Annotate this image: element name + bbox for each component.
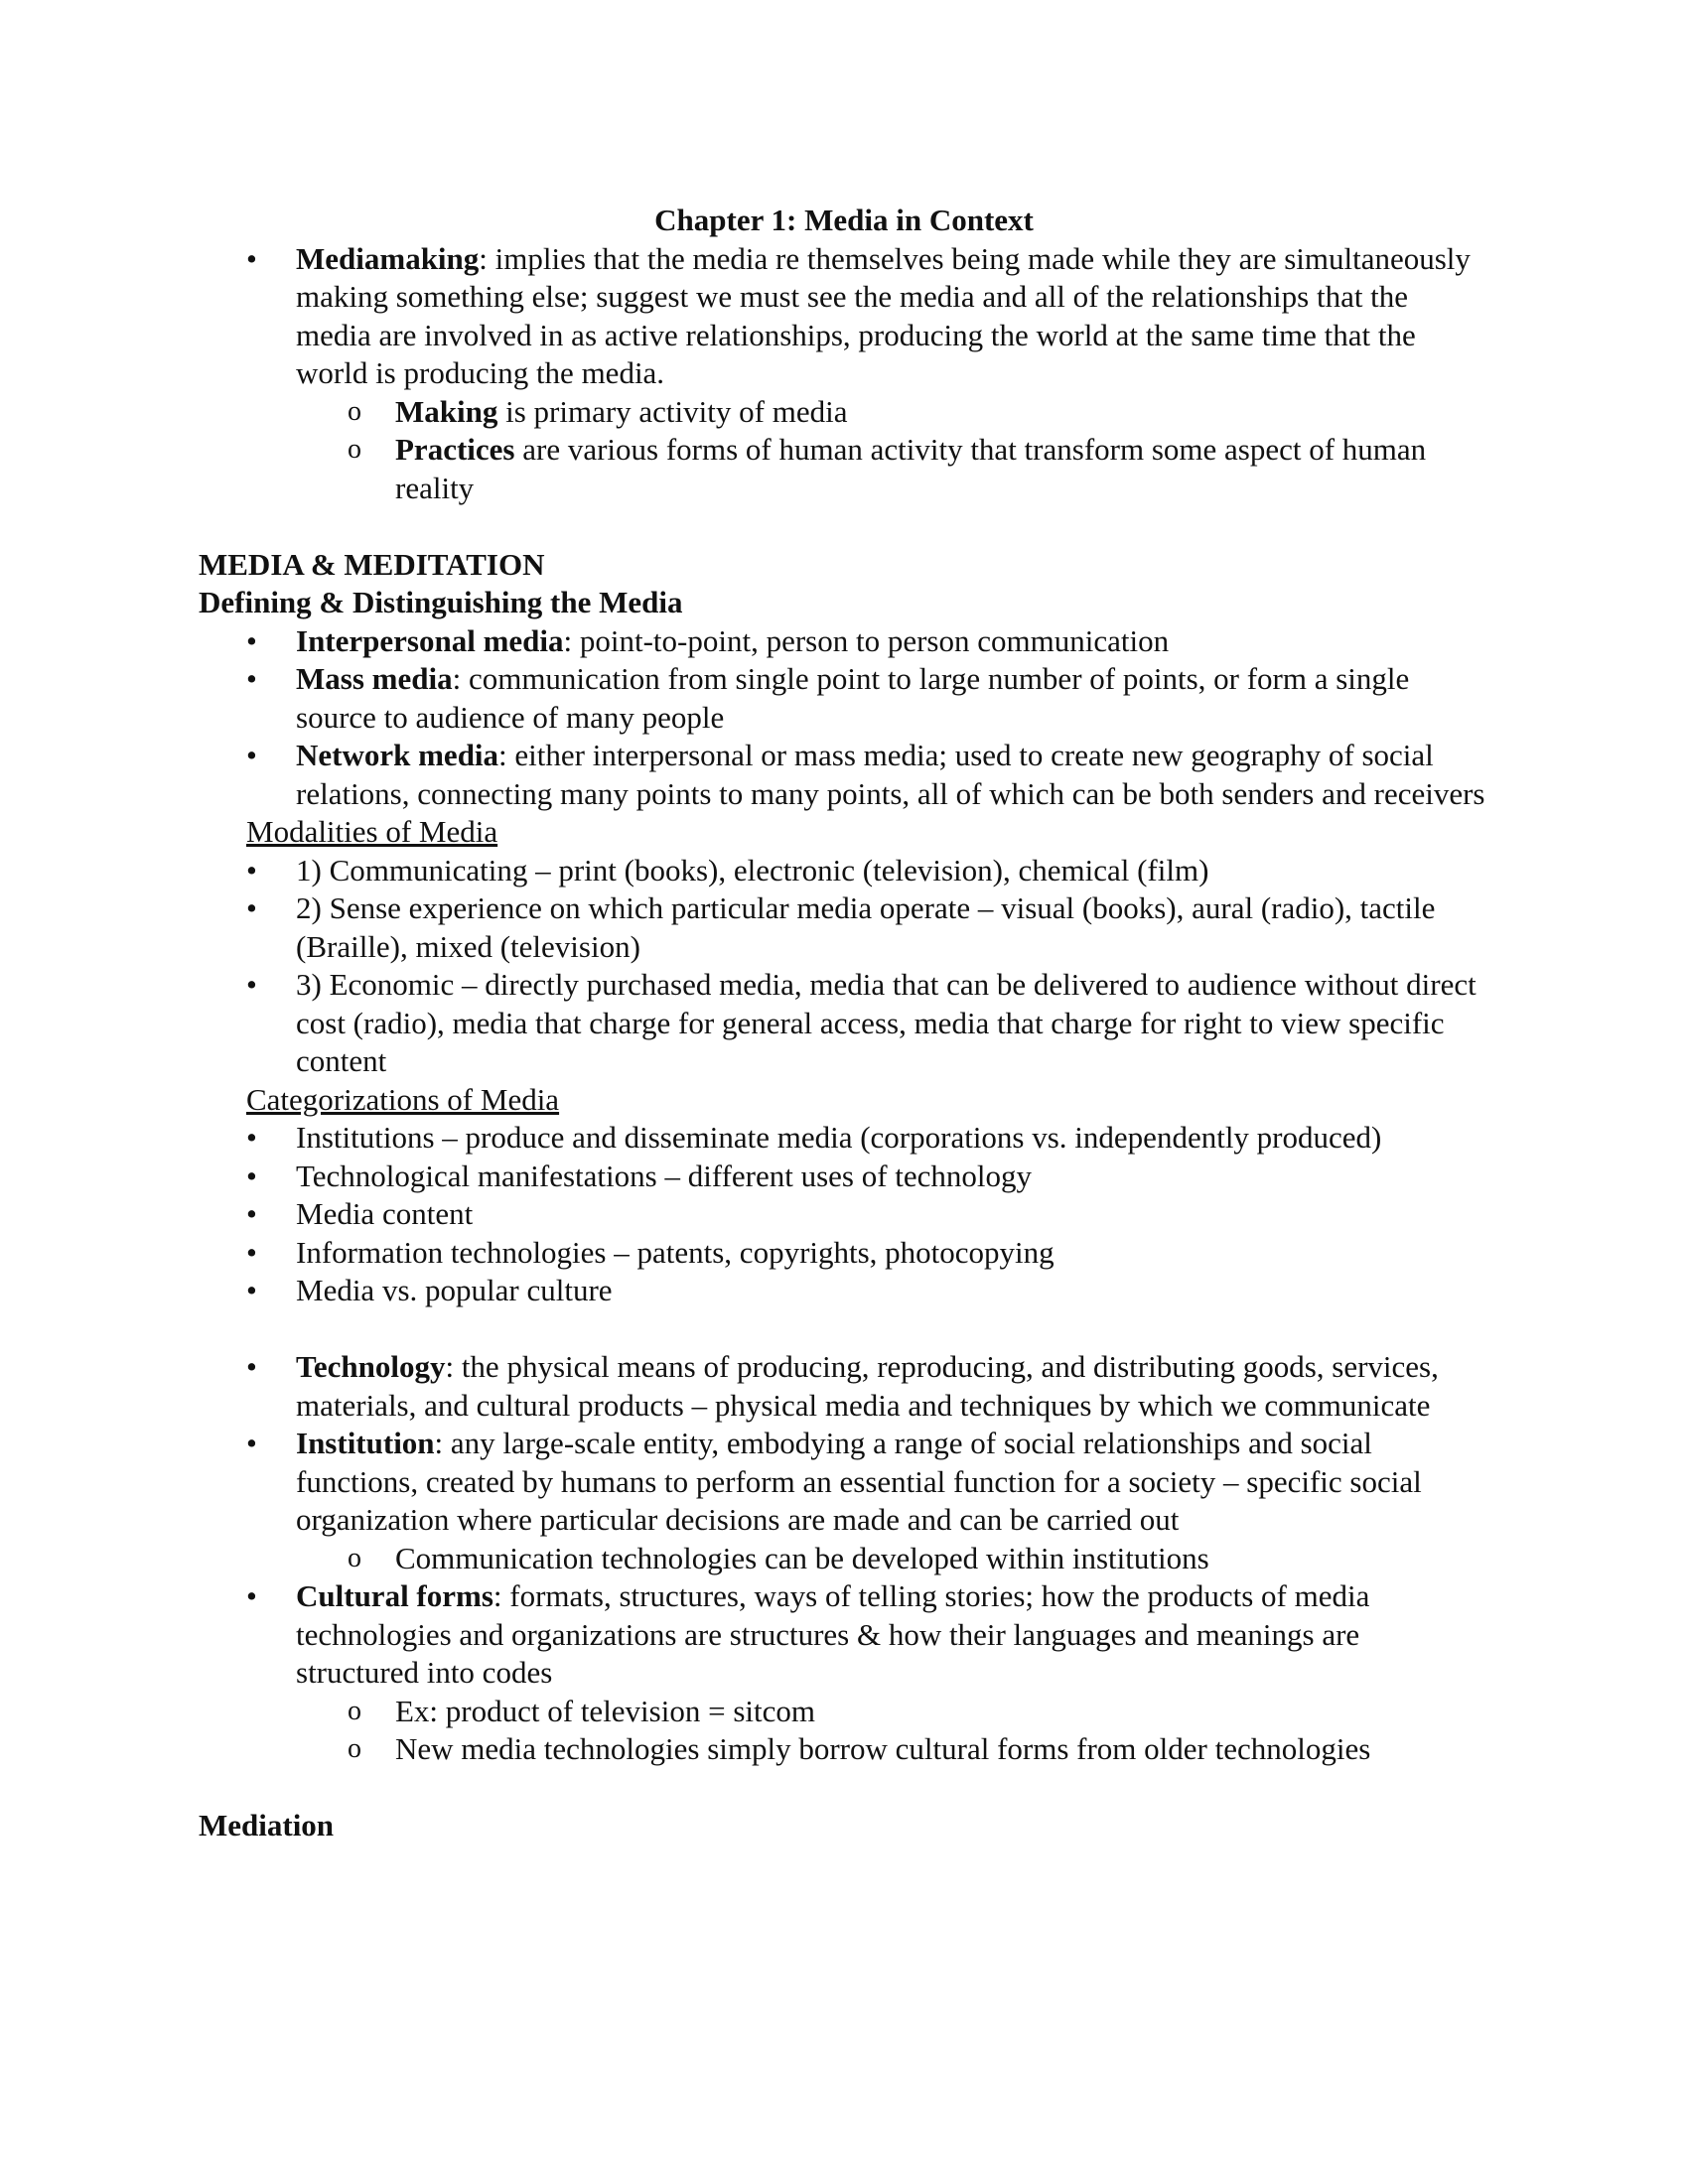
definition: : point-to-point, person to person communication bbox=[563, 622, 1170, 658]
mediation-heading: Mediation bbox=[199, 1808, 335, 1843]
definition: : formats, structures, ways of telling stories; how the products of media technologies and organizations are structures & how their languages and meanings are structured into codes bbox=[296, 1578, 1370, 1690]
term: Mass media bbox=[296, 661, 453, 696]
document-page bbox=[199, 202, 1489, 1845]
modalities-list bbox=[199, 852, 1489, 1081]
sub-list-item: o New media technologies simply borrow cultural forms from older technologies bbox=[296, 1730, 1489, 1769]
sub-list-item bbox=[296, 431, 1489, 507]
intro-list bbox=[199, 240, 1489, 508]
chapter-title: Chapter 1: Media in Context bbox=[654, 203, 1034, 237]
list-item: • Institutions – produce and disseminate media (corporations vs. independently produced) bbox=[199, 1119, 1489, 1158]
term: Institution bbox=[296, 1426, 435, 1460]
sub-list-item: o Ex: product of television = sitcom bbox=[296, 1693, 1489, 1731]
list-item: • Technological manifestations – different uses of technology bbox=[199, 1158, 1489, 1196]
sub-list bbox=[296, 1693, 1489, 1769]
list-item bbox=[199, 240, 1489, 508]
list-item bbox=[199, 1348, 1489, 1425]
definition: are various forms of human activity that transform some aspect of human reality bbox=[395, 432, 1427, 505]
sub-list-item: o Communication technologies can be developed within institutions bbox=[296, 1540, 1489, 1578]
list-item bbox=[199, 622, 1489, 661]
term: Practices bbox=[395, 432, 515, 467]
definition: : either interpersonal or mass media; used to create new geography of social relations, connecting many points to many points, all of which can be both senders and receivers bbox=[296, 738, 1485, 811]
term: Network media bbox=[296, 738, 499, 772]
section-heading: MEDIA & MEDITATION bbox=[199, 546, 545, 582]
sub-list bbox=[296, 393, 1489, 508]
term: Making bbox=[395, 393, 498, 429]
list-item bbox=[199, 1425, 1489, 1577]
definition: : communication from single point to large number of points, or form a single source to audience of many people bbox=[296, 661, 1410, 735]
list-item: • Media vs. popular culture bbox=[199, 1272, 1489, 1310]
list-item: • Media content bbox=[199, 1195, 1489, 1234]
term: Mediamaking bbox=[296, 240, 480, 276]
definition: : any large-scale entity, embodying a range of social relationships and social functions, created by humans to perform an essential function for a society – specific social organization where particular decisions are made and can be carried out bbox=[296, 1426, 1422, 1537]
list-item: • 2) Sense experience on which particular media operate – visual (books), aural (radio), tactile (Braille), mixed (television) bbox=[199, 889, 1489, 966]
subsection-heading: Defining & Distinguishing the Media bbox=[199, 585, 683, 619]
modalities-heading: Modalities of Media bbox=[246, 814, 498, 849]
categorizations-heading: Categorizations of Media bbox=[246, 1081, 560, 1117]
sub-list bbox=[296, 1540, 1489, 1578]
term: Technology bbox=[296, 1349, 446, 1384]
definition: : implies that the media re themselves being made while they are simultaneously making something else; suggest we must see the media and all of the relationships that the media are involved in as active relationships, producing the world at the same time that the world is producing the media. bbox=[296, 240, 1471, 390]
list-item: • 3) Economic – directly purchased media, media that can be delivered to audience without direct cost (radio), media that charge for general access, media that charge for right to view specific content bbox=[199, 966, 1489, 1081]
definition: : the physical means of producing, reproducing, and distributing goods, services, materials, and cultural products – physical media and techniques by which we communicate bbox=[296, 1349, 1439, 1423]
list-item bbox=[199, 660, 1489, 737]
definition: is primary activity of media bbox=[497, 393, 848, 429]
list-item: • Information technologies – patents, copyrights, photocopying bbox=[199, 1234, 1489, 1273]
sub-list-item bbox=[296, 393, 1489, 432]
defining-list bbox=[199, 622, 1489, 814]
list-item bbox=[199, 737, 1489, 813]
concepts-list bbox=[199, 1348, 1489, 1769]
term: Cultural forms bbox=[296, 1578, 493, 1613]
categorizations-list bbox=[199, 1119, 1489, 1310]
list-item bbox=[199, 1577, 1489, 1769]
term: Interpersonal media bbox=[296, 622, 564, 658]
list-item: • 1) Communicating – print (books), electronic (television), chemical (film) bbox=[199, 852, 1489, 890]
